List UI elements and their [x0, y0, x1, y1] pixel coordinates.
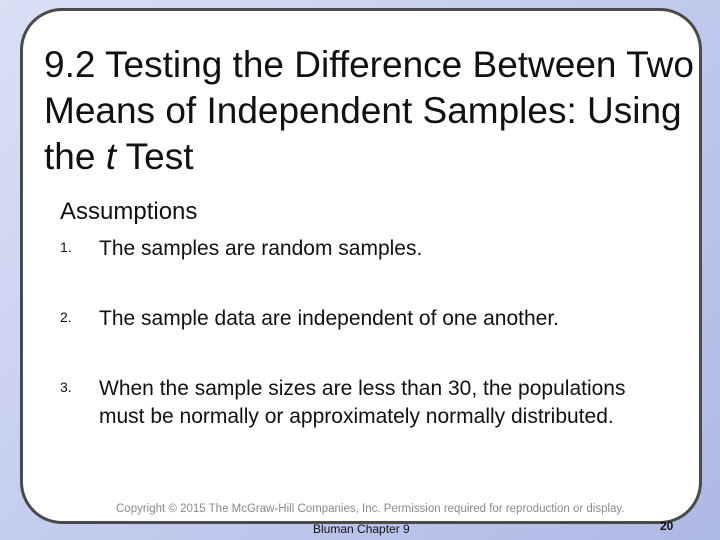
list-item-number: 1.	[60, 239, 72, 255]
list-item-text: When the sample sizes are less than 30, the populations must be normally or approximately normally distributed.	[99, 377, 626, 428]
title-text-end: Test	[116, 136, 194, 177]
list-item-text: The sample data are independent of one another.	[99, 307, 560, 330]
list-item-number: 2.	[60, 309, 72, 325]
copyright-notice: Copyright © 2015 The McGraw-Hill Companies, Inc. Permission required for reproduction or display.	[116, 503, 625, 515]
page-number: 20	[660, 519, 674, 533]
assumptions-heading: Assumptions	[60, 198, 198, 225]
list-item-text: The samples are random samples.	[99, 237, 423, 260]
title-italic-t: t	[105, 136, 116, 177]
chapter-label: Bluman Chapter 9	[313, 522, 410, 536]
title-text: 9.2 Testing the Difference Between Two Means of Independent Samples: Using the	[44, 44, 694, 177]
slide-title	[44, 42, 694, 180]
list-item-number: 3.	[60, 379, 72, 395]
